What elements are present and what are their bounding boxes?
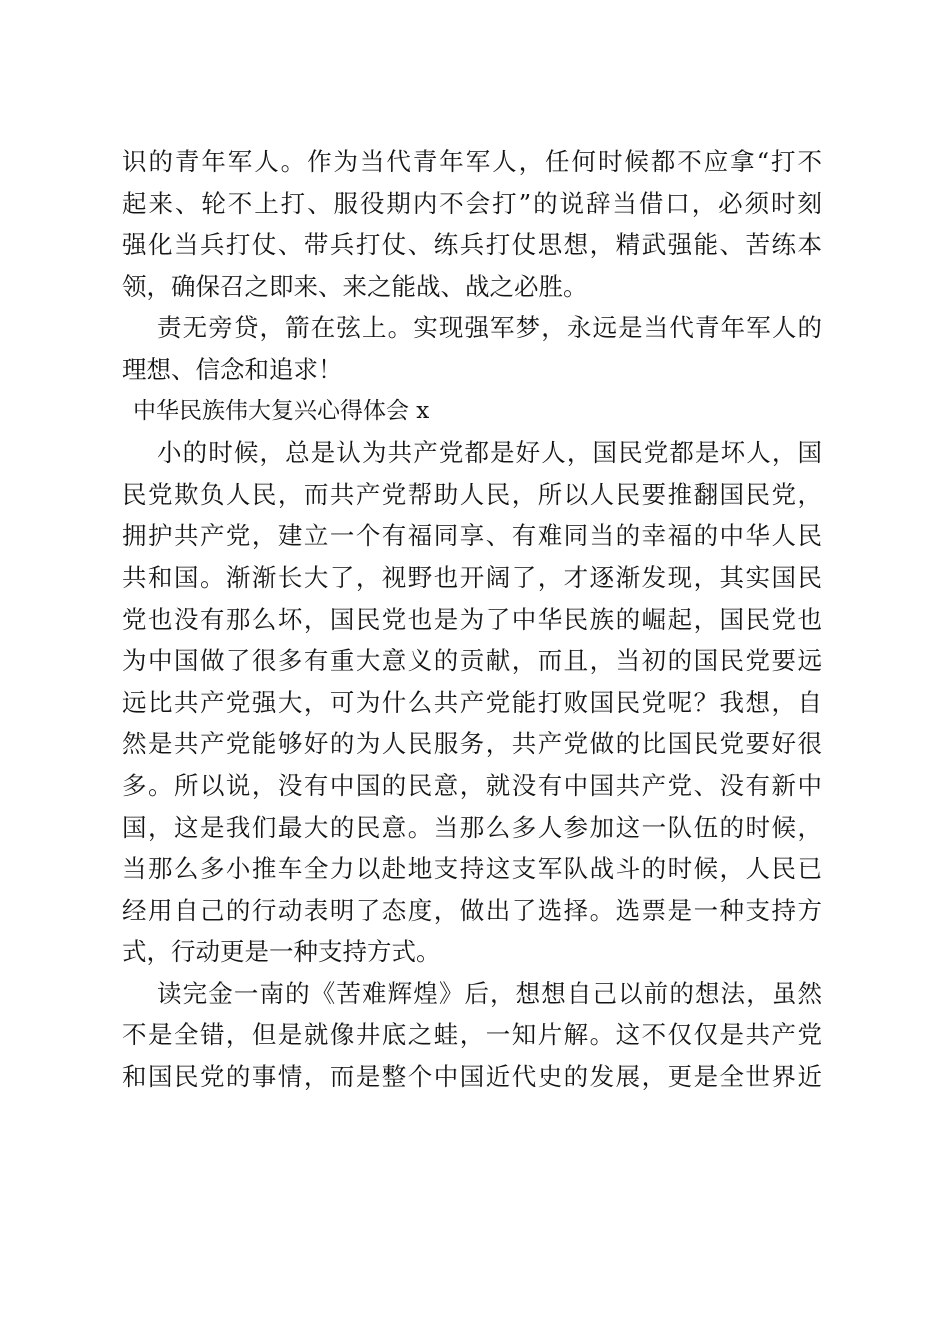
text-line: 识的青年军人。作为当代青年军人，任何时候都不应拿“打不 [122,147,822,176]
text-line: 共和国。渐渐长大了，视野也开阔了，才逐渐发现，其实国民 [122,562,822,592]
text-line: 民党欺负人民，而共产党帮助人民，所以人民要推翻国民党， [122,479,822,509]
text-line: 和国民党的事情，而是整个中国近代史的发展，更是全世界近 [122,1062,822,1092]
text-line: 经用自己的行动表明了态度，做出了选择。选票是一种支持方 [122,895,822,925]
text-line: 远比共产党强大，可为什么共产党能打败国民党呢？我想，自 [122,687,822,717]
text-line: 多。所以说，没有中国的民意，就没有中国共产党、没有新中 [122,770,822,800]
section-heading: 中华民族伟大复兴心得体会 x [133,397,430,424]
text-line: 拥护共产党，建立一个有福同享、有难同当的幸福的中华人民 [122,521,822,551]
text-line: 不是全错，但是就像井底之蛙，一知片解。这不仅仅是共产党 [122,1020,822,1050]
text-line: 强化当兵打仗、带兵打仗、练兵打仗思想，精武强能、苦练本 [122,230,822,260]
text-line: 理想、信念和追求！ [122,354,343,384]
text-line: 为中国做了很多有重大意义的贡献，而且，当初的国民党要远 [122,646,822,676]
text-line: 起来、轮不上打、服役期内不会打”的说辞当借口，必须时刻 [122,188,822,218]
text-line: 领，确保召之即来、来之能战、战之必胜。 [122,271,588,301]
text-line: 党也没有那么坏，国民党也是为了中华民族的崛起，国民党也 [122,604,822,634]
text-line: 国，这是我们最大的民意。当那么多人参加这一队伍的时候， [122,812,822,842]
text-line: 责无旁贷，箭在弦上。实现强军梦，永远是当代青年军人的 [157,313,822,343]
text-line: 然是共产党能够好的为人民服务，共产党做的比国民党要好很 [122,729,822,759]
document-page [122,141,822,1098]
text-line: 小的时候，总是认为共产党都是好人，国民党都是坏人，国 [157,438,822,468]
text-line: 式，行动更是一种支持方式。 [122,937,441,967]
text-line: 当那么多小推车全力以赴地支持这支军队战斗的时候，人民已 [122,854,822,884]
text-line: 读完金一南的《苦难辉煌》后，想想自己以前的想法，虽然 [157,978,822,1008]
